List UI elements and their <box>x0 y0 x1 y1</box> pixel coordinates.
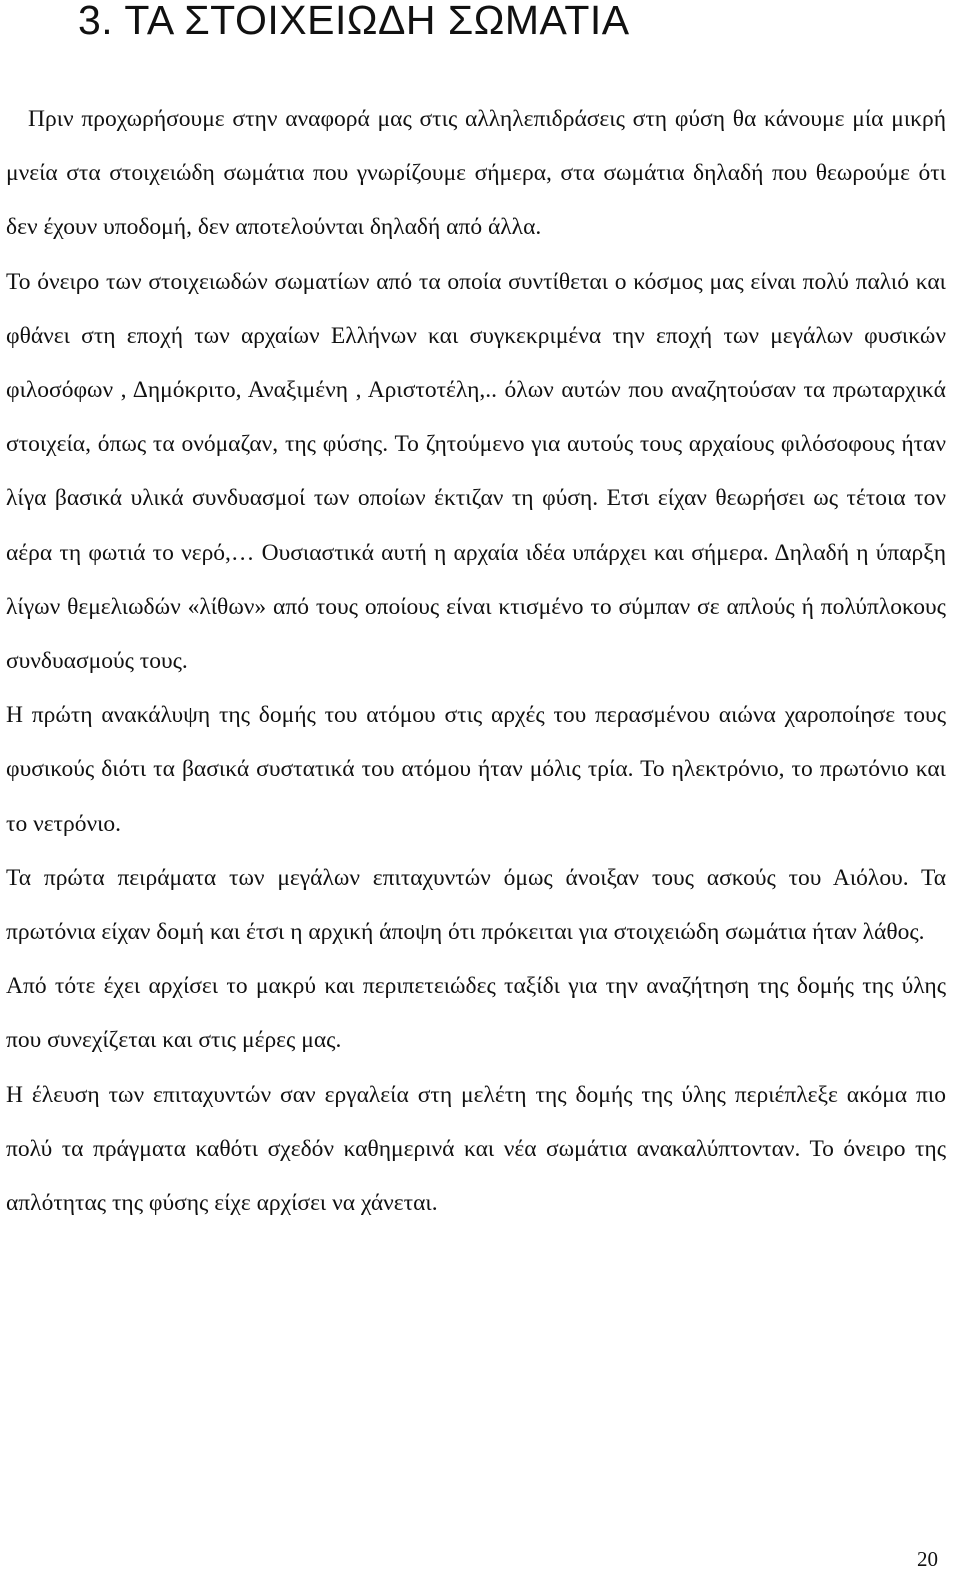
page-number: 20 <box>917 1547 938 1571</box>
paragraph-intro: Πριν προχωρήσουμε στην αναφορά μας στις αλληλεπιδράσεις στη φύση θα κάνουμε μία μικρή μνεία στα στοιχειώδη σωμάτια που γνωρίζουμε σήμερα, στα σωμάτια δηλαδή που θεωρούμε ότι δεν έχουν υποδομή, δεν αποτελούνται δηλαδή από άλλα. <box>6 106 946 241</box>
body-text <box>6 92 946 1230</box>
section-heading: 3. ΤΑ ΣΤΟΙΧΕΙΩΔΗ ΣΩΜΑΤΙΑ <box>78 0 630 43</box>
paragraph-accelerators: Τα πρώτα πειράματα των μεγάλων επιταχυντών όμως άνοιξαν τους ασκούς του Αιόλου. Τα πρωτόνια είχαν δομή και έτσι η αρχική άποψη ότι πρόκειται για στοιχειώδη σωμάτια ήταν λάθος. <box>6 864 946 946</box>
paragraph-new-particles: Η έλευση των επιταχυντών σαν εργαλεία στη μελέτη της δομής της ύλης περιέπλεξε ακόμα πιο πολύ τα πράγματα καθότι σχεδόν καθημερινά και νέα σωμάτια ανακαλύπτονταν. Το όνειρο της απλότητας της φύσης είχε αρχίσει να χάνεται. <box>6 1081 946 1217</box>
paragraph-atom-structure: Η πρώτη ανακάλυψη της δομής του ατόμου στις αρχές του περασμένου αιώνα χαροποίησε τους φυσικούς διότι τα βασικά συστατικά του ατόμου ήταν μόλις τρία. Το ηλεκτρόνιο, το πρωτόνιο και το νετρόνιο. <box>6 702 946 837</box>
paragraph-journey: Από τότε έχει αρχίσει το μακρύ και περιπετειώδες ταξίδι για την αναζήτηση της δομής της ύλης που συνεχίζεται και στις μέρες μας. <box>6 973 946 1054</box>
paragraph-ancient-dream: Το όνειρο των στοιχειωδών σωματίων από τα οποία συντίθεται ο κόσμος μας είναι πολύ παλιό και φθάνει στη εποχή των αρχαίων Ελλήνων και συγκεκριμένα την εποχή των μεγάλων φυσικών φιλοσόφων , Δημόκριτο, Αναξιμένη , Αριστοτέλη,.. όλων αυτών που αναζητούσαν τα πρωταρχικά στοιχεία, όπως τα ονόμαζαν, της φύσης. Το ζητούμενο για αυτούς τους αρχαίους φιλόσοφους ήταν λίγα βασικά υλικά συνδυασμοί των οποίων έκτιζαν τη φύση. Ετσι είχαν θεωρήσει ως τέτοια τον αέρα τη φωτιά το νερό,… Ουσιαστικά αυτή η αρχαία ιδέα υπάρχει και σήμερα. Δηλαδή η ύπαρξη λίγων θεμελιωδών «λίθων» από τους οποίους είναι κτισμένο το σύμπαν σε απλούς ή πολύπλοκους συνδυασμούς τους. <box>6 268 946 675</box>
